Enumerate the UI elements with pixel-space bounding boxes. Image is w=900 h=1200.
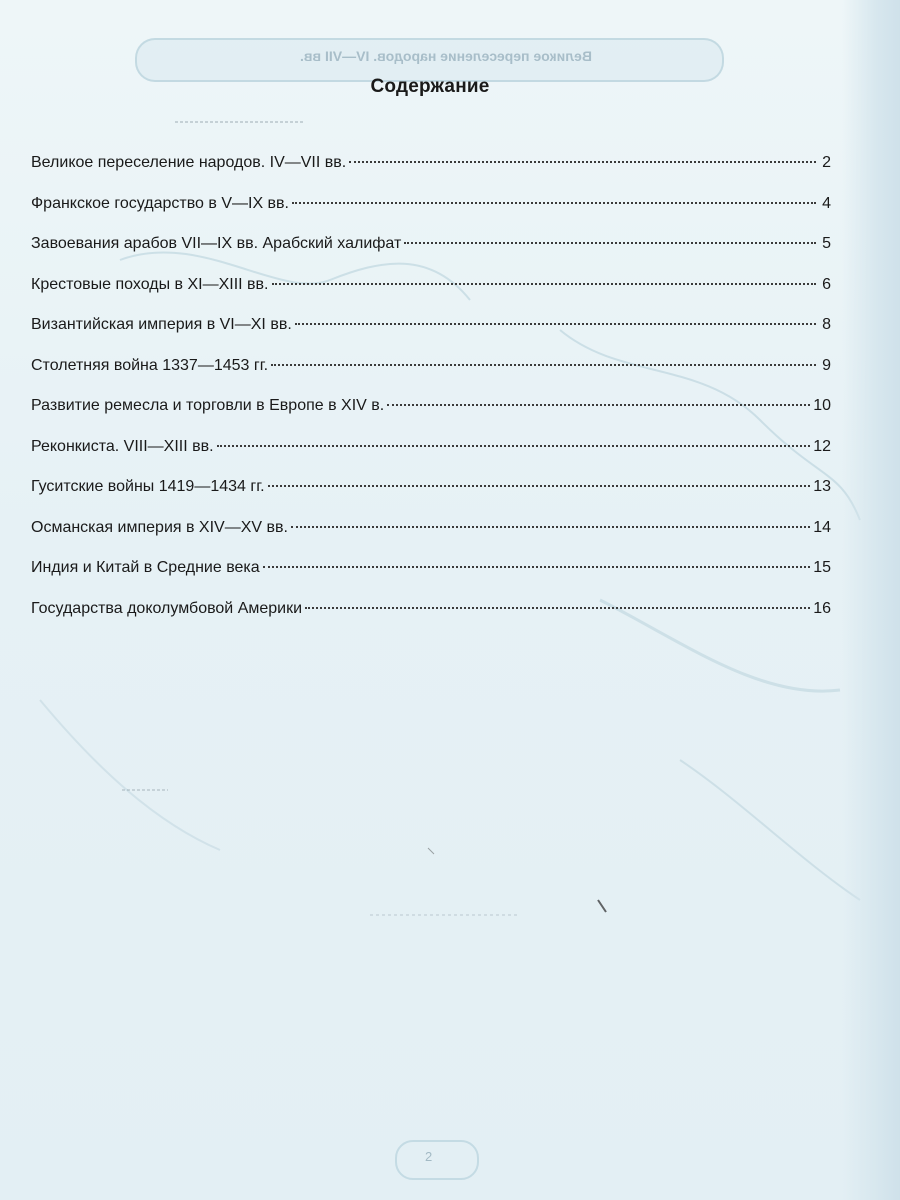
toc-entry-title: Великое переселение народов. IV—VII вв. bbox=[31, 154, 347, 171]
table-of-contents bbox=[31, 150, 831, 636]
toc-entry bbox=[31, 191, 831, 232]
dot-leader bbox=[272, 283, 817, 285]
toc-entry-page-number: 16 bbox=[813, 599, 831, 617]
toc-entry-page-number: 4 bbox=[822, 194, 831, 212]
toc-entry-page-number: 2 bbox=[822, 154, 831, 171]
toc-entry-page-number: 15 bbox=[813, 559, 831, 576]
toc-entry-page-number: 10 bbox=[813, 397, 831, 414]
page-number-frame bbox=[395, 1140, 479, 1180]
right-edge-shadow bbox=[842, 0, 900, 1200]
dot-leader bbox=[404, 242, 816, 244]
dot-leader bbox=[271, 364, 816, 366]
toc-entry-page-number: 13 bbox=[813, 478, 831, 495]
toc-entry bbox=[31, 353, 831, 394]
toc-entry-title: Реконкиста. VIII—XIII вв. bbox=[31, 437, 214, 455]
toc-entry bbox=[31, 434, 831, 475]
toc-entry bbox=[31, 474, 831, 515]
dot-leader bbox=[268, 485, 811, 487]
page-number: 2 bbox=[425, 1149, 433, 1164]
toc-entry-title: Государства доколумбовой Америки bbox=[31, 599, 303, 617]
bleed-through-header-text: Великое переселение народов. IV—VII вв. bbox=[300, 48, 592, 64]
toc-entry-page-number: 14 bbox=[813, 518, 831, 536]
toc-entry-page-number: 8 bbox=[822, 316, 831, 333]
toc-entry-title: Развитие ремесла и торговли в Европе в XIV в. bbox=[31, 397, 385, 414]
toc-entry-page-number: 9 bbox=[822, 356, 831, 374]
toc-entry-page-number: 12 bbox=[813, 437, 831, 455]
toc-entry-title: Столетняя война 1337—1453 гг. bbox=[31, 356, 269, 374]
toc-entry bbox=[31, 555, 831, 596]
toc-entry bbox=[31, 515, 831, 556]
toc-entry bbox=[31, 312, 831, 353]
toc-entry-title: Гуситские войны 1419—1434 гг. bbox=[31, 478, 265, 495]
toc-entry bbox=[31, 596, 831, 637]
toc-entry-title: Крестовые походы в XI—XIII вв. bbox=[31, 275, 269, 293]
dot-leader bbox=[305, 607, 810, 609]
page-title: Содержание bbox=[370, 76, 490, 97]
toc-entry bbox=[31, 393, 831, 434]
toc-entry-title: Османская империя в XIV—XV вв. bbox=[31, 518, 288, 536]
dot-leader bbox=[292, 202, 816, 204]
dot-leader bbox=[217, 445, 811, 447]
toc-entry bbox=[31, 231, 831, 272]
dot-leader bbox=[387, 404, 810, 406]
toc-entry bbox=[31, 272, 831, 313]
toc-entry-page-number: 6 bbox=[822, 275, 831, 293]
toc-entry-title: Франкское государство в V—IX вв. bbox=[31, 194, 289, 212]
toc-entry bbox=[31, 150, 831, 191]
toc-entry-title: Завоевания арабов VII—IX вв. Арабский халифат bbox=[31, 235, 402, 252]
toc-entry-title: Индия и Китай в Средние века bbox=[31, 559, 260, 576]
toc-entry-title: Византийская империя в VI—XI вв. bbox=[31, 316, 292, 333]
dot-leader bbox=[349, 161, 816, 163]
dot-leader bbox=[263, 566, 811, 568]
dot-leader bbox=[291, 526, 810, 528]
toc-entry-page-number: 5 bbox=[822, 235, 831, 252]
dot-leader bbox=[295, 323, 816, 325]
